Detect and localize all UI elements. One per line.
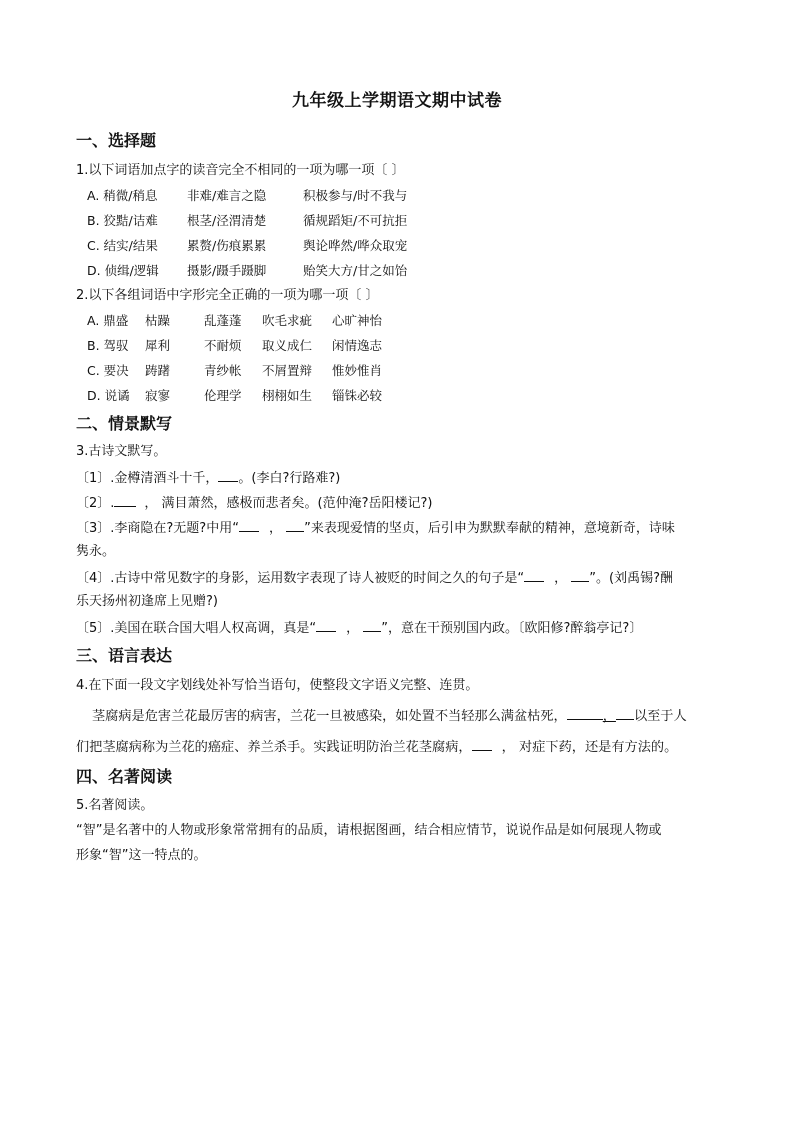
section-heading-classics: 四、名著阅读 [76,767,173,786]
answer-blank[interactable] [567,706,603,720]
q4-paragraph-line-2: 们把茎腐病称为兰花的癌症、养兰杀手。实践证明防治兰花茎腐病， ， 对症下药，还是有方法的。 [76,737,677,757]
q1-option-d: D. 侦缉/逻辑 摄影/蹑手蹑脚 贻笑大方/甘之如饴 [87,263,408,278]
q1-option-c: C. 结实/结果 累赘/伤痕累累 舆论哗然/哗众取宠 [87,238,408,253]
q4-paragraph-line-1: 茎腐病是危害兰花最厉害的病害，兰花一旦被感染，如处置不当轻那么满盆枯死， ， 以至于人 [92,706,687,726]
q1-option-a: A. 稍微/稍息 非难/难言之隐 积极参与/时不我与 [87,188,408,203]
q3-item-4: 〔4〕.古诗中常见数字的身影，运用数字表现了诗人被贬的时间之久的句子是“ ， ”。(刘禹锡?酬 [76,568,673,588]
q2-stem: 2.以下各组词语中字形完全正确的一项为哪一项〔 〕 [76,288,379,303]
section-heading-recitation: 二、情景默写 [76,414,173,433]
q3-item-5: 〔5〕.美国在联合国大唱人权高调，真是“ ， ”，意在干预别国内政。〔欧阳修?醉翁亭记?〕 [76,618,642,638]
section-heading-expression: 三、语言表达 [76,646,173,665]
answer-blank[interactable] [218,468,238,482]
answer-blank[interactable] [114,493,136,507]
q3-item-3: 〔3〕.李商隐在?无题?中用“ ， ”来表现爱情的坚贞，后引申为默默奉献的精神，意境新奇，诗味 [76,518,675,538]
q1-stem: 1.以下词语加点字的读音完全不相同的一项为哪一项〔 〕 [76,163,405,178]
answer-blank[interactable] [316,618,336,632]
q3-stem: 3.古诗文默写。 [76,444,167,459]
q2-option-c: C. 要决 踌躇 青纱帐 不屑置辩 惟妙惟肖 [87,363,383,378]
q3-item-1: 〔1〕.金樽清酒斗十千， 。(李白?行路难?) [76,468,340,488]
page-title: 九年级上学期语文期中试卷 [292,91,502,111]
answer-blank[interactable] [363,618,381,632]
q2-option-b: B. 驾驭 犀利 不耐烦 取义成仁 闲情逸志 [87,338,383,353]
q5-text-line-2: 形象“智”这一特点的。 [76,848,207,863]
q3-item-2: 〔2〕. ， 满目萧然，感极而悲者矣。(范仲淹?岳阳楼记?) [76,493,432,513]
q3-item-4-cont: 乐天扬州初逢席上见赠?) [76,594,218,609]
q1-option-b: B. 狡黠/诘难 根茎/泾渭清楚 循规蹈矩/不可抗拒 [87,213,408,228]
q5-stem: 5.名著阅读。 [76,798,154,813]
answer-blank[interactable] [616,706,634,720]
answer-blank[interactable] [472,737,492,751]
q4-stem: 4.在下面一段文字划线处补写恰当语句，使整段文字语义完整、连贯。 [76,678,479,693]
answer-blank[interactable] [239,518,259,532]
q5-text-line-1: “智”是名著中的人物或形象常常拥有的品质，请根据图画，结合相应情节，说说作品是如何展现人物或 [76,823,662,838]
q3-item-3-cont: 隽永。 [76,544,116,559]
answer-blank[interactable] [571,568,589,582]
section-heading-choice: 一、选择题 [76,131,157,150]
answer-blank[interactable] [286,518,304,532]
q2-option-a: A. 鼎盛 枯躁 乱蓬蓬 吹毛求疵 心旷神怡 [87,313,383,328]
q2-option-d: D. 说谲 寂寥 伦理学 栩栩如生 锱铢必较 [87,388,383,403]
answer-blank[interactable] [524,568,544,582]
